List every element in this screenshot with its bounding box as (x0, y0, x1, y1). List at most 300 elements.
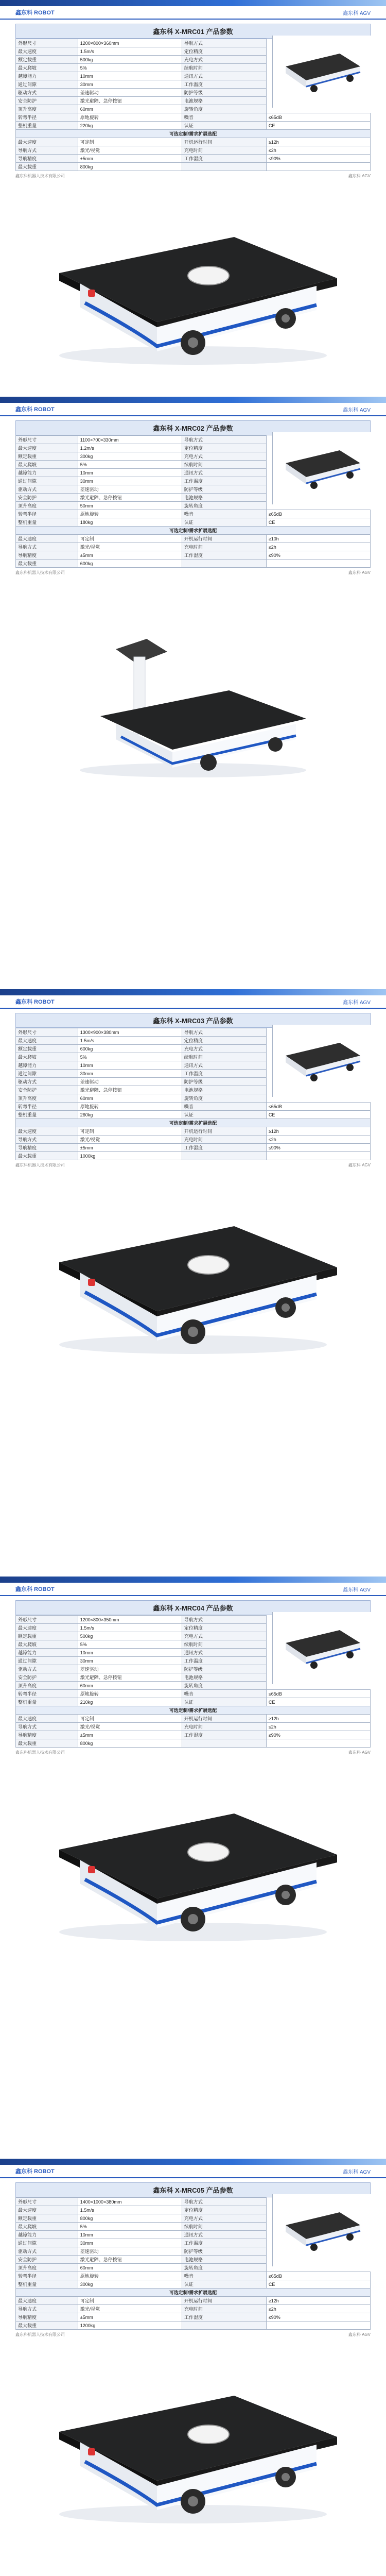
table-cell: 通过间隙 (16, 1070, 78, 1078)
table-cell: 定位精度 (182, 1037, 266, 1045)
table-cell: 旋转角度 (182, 502, 266, 510)
table-cell: 最大爬坡 (16, 461, 78, 469)
product-thumbnail (272, 36, 371, 108)
top-bar (0, 989, 386, 995)
table-cell: 60mm (78, 1094, 182, 1103)
table-cell: ≤90% (266, 2313, 370, 2321)
table-cell: CE (266, 518, 370, 527)
table-row (16, 2305, 371, 2313)
table-row (16, 2280, 371, 2289)
table-cell: 工作温度 (182, 2239, 266, 2247)
table-row (16, 1103, 371, 1111)
footer-company: 鑫东科机器人技术有限公司 (15, 570, 65, 575)
table-cell: 5% (78, 1640, 182, 1649)
table-row (16, 1152, 371, 1160)
table-row (16, 1136, 371, 1144)
table-cell: 转弯半径 (16, 2272, 78, 2280)
spec-table-wrap (15, 1013, 371, 1160)
table-cell: 充电方式 (182, 1632, 266, 1640)
table-cell: 可定制 (78, 1127, 182, 1136)
table-cell: 1100×700×330mm (78, 436, 182, 444)
header-row (0, 403, 386, 416)
table-cell: 激光避障、急停按钮 (78, 494, 182, 502)
table-cell: 差速驱动 (78, 1078, 182, 1086)
table-cell: 顶升高度 (16, 502, 78, 510)
brand-left: 鑫东科 ROBOT (15, 10, 55, 16)
section-row (16, 130, 371, 138)
footer-right: 鑫东科 AGV (348, 2332, 371, 2337)
table-cell: 通过间隙 (16, 477, 78, 485)
table-cell: 260kg (78, 1111, 182, 1119)
table-cell: 1.2m/s (78, 444, 182, 452)
table-cell: 外形尺寸 (16, 1028, 78, 1037)
table-cell: 5% (78, 64, 182, 72)
table-cell: 导航方式 (182, 436, 266, 444)
product-thumbnail (272, 1025, 371, 1097)
header-row (0, 995, 386, 1009)
table-cell: 原地旋转 (78, 1690, 182, 1698)
table-cell: 整机重量 (16, 518, 78, 527)
table-cell: 电池规格 (182, 1086, 266, 1094)
table-cell: 旋转角度 (182, 105, 266, 113)
top-bar (0, 1577, 386, 1583)
table-cell: CE (266, 122, 370, 130)
table-cell: 导航精度 (16, 551, 78, 560)
table-cell: 导航方式 (16, 1136, 78, 1144)
table-cell: 1000kg (78, 1152, 182, 1160)
table-cell: 额定载重 (16, 1045, 78, 1053)
table-cell: 定位精度 (182, 2206, 266, 2214)
table-row (16, 1111, 371, 1119)
table-cell: 原地旋转 (78, 2272, 182, 2280)
table-cell: 5% (78, 2223, 182, 2231)
table-cell: 差速驱动 (78, 89, 182, 97)
table-cell: 电池规格 (182, 1673, 266, 1682)
table-cell: 差速驱动 (78, 485, 182, 494)
table-cell: 驱动方式 (16, 2247, 78, 2256)
product-thumbnail (272, 1612, 371, 1684)
table-cell: ≤65dB (266, 2272, 370, 2280)
table-cell: 充电时间 (182, 1723, 266, 1731)
table-cell: 充电方式 (182, 2214, 266, 2223)
table-cell: 开机运行时间 (182, 138, 266, 146)
footer-company: 鑫东科机器人技术有限公司 (15, 1750, 65, 1755)
table-cell: 30mm (78, 477, 182, 485)
table-cell: 1.5m/s (78, 2206, 182, 2214)
table-cell: 噪音 (182, 113, 266, 122)
table-cell: 电池规格 (182, 494, 266, 502)
table-cell: ≤65dB (266, 1103, 370, 1111)
section-title: 可选定制/需求扩展选配 (16, 1706, 371, 1715)
table-cell: 10mm (78, 469, 182, 477)
table-cell: ≥12h (266, 1715, 370, 1723)
product-photo (0, 2375, 386, 2530)
table-cell (182, 1739, 266, 1748)
table-cell: 工作温度 (182, 1070, 266, 1078)
table-cell: 噪音 (182, 1103, 266, 1111)
table-cell: 续航时间 (182, 1053, 266, 1061)
brand-left: 鑫东科 ROBOT (15, 1586, 55, 1592)
table-cell: 10mm (78, 1649, 182, 1657)
table-cell: 认证 (182, 518, 266, 527)
table-cell: ≤2h (266, 543, 370, 551)
table-cell: ≤90% (266, 1731, 370, 1739)
header-row (0, 1583, 386, 1596)
table-row (16, 2321, 371, 2330)
table-cell: 导航精度 (16, 155, 78, 163)
table-row (16, 1144, 371, 1152)
table-cell: 转弯半径 (16, 1103, 78, 1111)
table-cell: 600kg (78, 560, 182, 568)
table-cell: ≤90% (266, 155, 370, 163)
table-cell: 1200kg (78, 2321, 182, 2330)
table-cell: 续航时间 (182, 1640, 266, 1649)
table-cell: 安全防护 (16, 1086, 78, 1094)
table-cell: CE (266, 1111, 370, 1119)
table-cell: 1.5m/s (78, 1624, 182, 1632)
header-row (0, 2165, 386, 2178)
table-cell: 通讯方式 (182, 72, 266, 80)
table-cell: 驱动方式 (16, 1665, 78, 1673)
table-row (16, 1723, 371, 1731)
table-row (16, 551, 371, 560)
spec-sheet (0, 0, 386, 181)
table-cell: 顶升高度 (16, 1682, 78, 1690)
table-cell: 工作湿度 (182, 1731, 266, 1739)
table-cell: 最大载重 (16, 1152, 78, 1160)
table-cell: 外形尺寸 (16, 2198, 78, 2206)
table-cell: ≤65dB (266, 510, 370, 518)
table-cell: 600kg (78, 1045, 182, 1053)
spec-title: 鑫东科 X-MRC03 产品参数 (15, 1013, 371, 1028)
table-cell: 外形尺寸 (16, 1616, 78, 1624)
table-cell: 30mm (78, 1070, 182, 1078)
table-cell: 整机重量 (16, 1111, 78, 1119)
table-row (16, 155, 371, 163)
table-cell: ≥12h (266, 2297, 370, 2305)
table-cell: 1.5m/s (78, 1037, 182, 1045)
table-cell: 安全防护 (16, 2256, 78, 2264)
footer-right: 鑫东科 AGV (348, 570, 371, 575)
section-title: 可选定制/需求扩展选配 (16, 130, 371, 138)
table-cell: 60mm (78, 2264, 182, 2272)
table-cell: 220kg (78, 122, 182, 130)
table-cell: 导航精度 (16, 1731, 78, 1739)
product-thumbnail (272, 2194, 371, 2266)
spec-sheet (0, 2159, 386, 2340)
page-footer (0, 568, 386, 578)
brand-right: 鑫东科 AGV (343, 999, 371, 1006)
table-cell: 外形尺寸 (16, 436, 78, 444)
table-cell: 工作湿度 (182, 551, 266, 560)
section-title: 可选定制/需求扩展选配 (16, 527, 371, 535)
table-cell: 转弯半径 (16, 113, 78, 122)
table-row (16, 1731, 371, 1739)
brand-right: 鑫东科 AGV (343, 1587, 371, 1593)
table-cell: ≥12h (266, 138, 370, 146)
table-cell: 800kg (78, 1739, 182, 1748)
table-cell: 整机重量 (16, 1698, 78, 1706)
table-cell: 30mm (78, 1657, 182, 1665)
table-cell: 通讯方式 (182, 1649, 266, 1657)
table-row (16, 2313, 371, 2321)
header-row (0, 6, 386, 20)
table-cell: 噪音 (182, 2272, 266, 2280)
spec-sheet (0, 989, 386, 1170)
table-cell: 充电时间 (182, 1136, 266, 1144)
section-row (16, 527, 371, 535)
table-row (16, 510, 371, 518)
table-cell: ±5mm (78, 1731, 182, 1739)
spec-title: 鑫东科 X-MRC05 产品参数 (15, 2182, 371, 2197)
table-row (16, 2272, 371, 2280)
table-cell (266, 2321, 370, 2330)
table-cell: 激光避障、急停按钮 (78, 97, 182, 105)
table-cell: 10mm (78, 72, 182, 80)
table-cell: 通过间隙 (16, 2239, 78, 2247)
table-cell: 认证 (182, 1111, 266, 1119)
table-cell: 500kg (78, 1632, 182, 1640)
table-cell: 最大载重 (16, 560, 78, 568)
table-cell: 开机运行时间 (182, 2297, 266, 2305)
table-cell: 原地旋转 (78, 1103, 182, 1111)
table-cell: 充电方式 (182, 452, 266, 461)
table-row (16, 543, 371, 551)
table-cell: 旋转角度 (182, 1094, 266, 1103)
table-cell: 额定载重 (16, 452, 78, 461)
brand-right: 鑫东科 AGV (343, 10, 371, 16)
table-cell: 可定制 (78, 1715, 182, 1723)
table-cell: 导航方式 (182, 2198, 266, 2206)
table-cell: 工作湿度 (182, 2313, 266, 2321)
table-cell: 500kg (78, 56, 182, 64)
table-cell: 整机重量 (16, 2280, 78, 2289)
table-cell: 充电方式 (182, 56, 266, 64)
table-cell: 认证 (182, 122, 266, 130)
table-cell: 800kg (78, 2214, 182, 2223)
table-cell: 激光/视觉 (78, 2305, 182, 2313)
table-cell: 300kg (78, 452, 182, 461)
table-cell: 工作湿度 (182, 155, 266, 163)
table-cell: ≥12h (266, 1127, 370, 1136)
table-row (16, 113, 371, 122)
table-cell: 5% (78, 1053, 182, 1061)
table-cell: 1300×900×380mm (78, 1028, 182, 1037)
table-cell: 防护等级 (182, 2247, 266, 2256)
product-photo (0, 1793, 386, 1947)
product-photo (0, 216, 386, 371)
table-cell: ≤2h (266, 1136, 370, 1144)
table-cell: 转弯半径 (16, 510, 78, 518)
table-cell: 最大速度 (16, 1127, 78, 1136)
table-cell: 驱动方式 (16, 1078, 78, 1086)
table-cell: 认证 (182, 1698, 266, 1706)
table-cell: 开机运行时间 (182, 535, 266, 543)
section-title: 可选定制/需求扩展选配 (16, 1119, 371, 1127)
table-cell: 额定载重 (16, 2214, 78, 2223)
table-cell: 越障能力 (16, 72, 78, 80)
table-cell: ≤65dB (266, 113, 370, 122)
table-cell: 导航精度 (16, 1144, 78, 1152)
table-cell: 通过间隙 (16, 80, 78, 89)
table-cell: 认证 (182, 2280, 266, 2289)
table-cell: 1200×800×350mm (78, 1616, 182, 1624)
brand-left: 鑫东科 ROBOT (15, 999, 55, 1005)
table-cell: ≤2h (266, 1723, 370, 1731)
product-photo (0, 1206, 386, 1360)
spec-title: 鑫东科 X-MRC01 产品参数 (15, 24, 371, 39)
table-cell: 充电时间 (182, 543, 266, 551)
table-cell: 最大爬坡 (16, 64, 78, 72)
table-cell: 最大速度 (16, 2297, 78, 2305)
table-cell: 开机运行时间 (182, 1715, 266, 1723)
footer-company: 鑫东科机器人技术有限公司 (15, 1163, 65, 1167)
footer-right: 鑫东科 AGV (348, 174, 371, 178)
table-cell: 越障能力 (16, 1061, 78, 1070)
spec-table-wrap (15, 2182, 371, 2330)
table-row (16, 122, 371, 130)
table-cell: 激光/视觉 (78, 1136, 182, 1144)
table-cell: 最大速度 (16, 535, 78, 543)
table-cell: ≤2h (266, 2305, 370, 2313)
top-bar (0, 2159, 386, 2165)
table-cell: 差速驱动 (78, 1665, 182, 1673)
table-row (16, 535, 371, 543)
table-cell: ±5mm (78, 2313, 182, 2321)
table-cell: 安全防护 (16, 97, 78, 105)
table-cell: 激光/视觉 (78, 543, 182, 551)
spec-title: 鑫东科 X-MRC04 产品参数 (15, 1600, 371, 1615)
table-cell: 噪音 (182, 1690, 266, 1698)
table-row (16, 138, 371, 146)
table-cell: 激光/视觉 (78, 146, 182, 155)
table-cell: 10mm (78, 2231, 182, 2239)
product-photo (0, 613, 386, 783)
table-cell: 60mm (78, 1682, 182, 1690)
table-cell: 最大速度 (16, 1037, 78, 1045)
table-cell: ±5mm (78, 1144, 182, 1152)
table-cell: ≤90% (266, 551, 370, 560)
section-row (16, 2289, 371, 2297)
table-cell: 防护等级 (182, 1078, 266, 1086)
table-cell: 最大速度 (16, 444, 78, 452)
table-cell: 电池规格 (182, 97, 266, 105)
table-cell: 导航方式 (16, 2305, 78, 2313)
table-cell: 额定载重 (16, 56, 78, 64)
table-cell (182, 1152, 266, 1160)
table-cell: 充电时间 (182, 146, 266, 155)
table-cell: 800kg (78, 163, 182, 171)
table-cell: 开机运行时间 (182, 1127, 266, 1136)
table-cell: 越障能力 (16, 1649, 78, 1657)
table-cell: 60mm (78, 105, 182, 113)
table-row (16, 146, 371, 155)
table-cell (182, 2321, 266, 2330)
table-cell: CE (266, 2280, 370, 2289)
table-cell: 续航时间 (182, 64, 266, 72)
table-row (16, 1127, 371, 1136)
table-cell: 可定制 (78, 2297, 182, 2305)
table-cell: 30mm (78, 80, 182, 89)
table-row (16, 163, 371, 171)
table-cell: 定位精度 (182, 47, 266, 56)
table-cell (182, 163, 266, 171)
footer-right: 鑫东科 AGV (348, 1163, 371, 1167)
brand-right: 鑫东科 AGV (343, 407, 371, 413)
table-cell: 最大速度 (16, 2206, 78, 2214)
table-cell: 防护等级 (182, 89, 266, 97)
table-cell: 导航方式 (16, 146, 78, 155)
table-cell: 50mm (78, 502, 182, 510)
table-cell: 导航方式 (182, 1616, 266, 1624)
table-cell (266, 1739, 370, 1748)
footer-company: 鑫东科机器人技术有限公司 (15, 2332, 65, 2337)
table-cell: ≤90% (266, 1144, 370, 1152)
table-cell: 顶升高度 (16, 2264, 78, 2272)
table-cell: 噪音 (182, 510, 266, 518)
table-cell: 电池规格 (182, 2256, 266, 2264)
table-cell: 工作温度 (182, 477, 266, 485)
table-cell: 最大爬坡 (16, 2223, 78, 2231)
table-cell: 1400×1000×380mm (78, 2198, 182, 2206)
spec-table-wrap (15, 24, 371, 171)
table-cell: 顶升高度 (16, 1094, 78, 1103)
table-cell: ≤65dB (266, 1690, 370, 1698)
table-cell: 续航时间 (182, 2223, 266, 2231)
table-cell (266, 163, 370, 171)
section-title: 可选定制/需求扩展选配 (16, 2289, 371, 2297)
table-row (16, 2297, 371, 2305)
table-cell (266, 560, 370, 568)
table-cell: 差速驱动 (78, 2247, 182, 2256)
table-cell: 导航精度 (16, 2313, 78, 2321)
table-cell: 通过间隙 (16, 1657, 78, 1665)
table-cell: 原地旋转 (78, 510, 182, 518)
table-cell: 最大速度 (16, 138, 78, 146)
table-cell: 5% (78, 461, 182, 469)
table-cell: 导航方式 (182, 1028, 266, 1037)
table-cell: 300kg (78, 2280, 182, 2289)
table-cell: 最大爬坡 (16, 1640, 78, 1649)
table-cell: 防护等级 (182, 1665, 266, 1673)
table-cell: 旋转角度 (182, 2264, 266, 2272)
table-row (16, 1715, 371, 1723)
table-cell: 210kg (78, 1698, 182, 1706)
table-cell: 激光/视觉 (78, 1723, 182, 1731)
table-cell: 最大速度 (16, 47, 78, 56)
brand-left: 鑫东科 ROBOT (15, 2168, 55, 2175)
table-row (16, 518, 371, 527)
table-cell: 安全防护 (16, 494, 78, 502)
table-cell: 通讯方式 (182, 469, 266, 477)
table-cell: 导航方式 (16, 543, 78, 551)
table-cell: 充电方式 (182, 1045, 266, 1053)
section-row (16, 1119, 371, 1127)
spec-title: 鑫东科 X-MRC02 产品参数 (15, 420, 371, 435)
table-cell: 可定制 (78, 535, 182, 543)
table-cell: 30mm (78, 2239, 182, 2247)
table-cell: 外形尺寸 (16, 39, 78, 47)
page-footer (0, 171, 386, 181)
table-cell: 最大载重 (16, 2321, 78, 2330)
table-cell: 安全防护 (16, 1673, 78, 1682)
table-cell: 工作温度 (182, 1657, 266, 1665)
table-cell: 导航方式 (16, 1723, 78, 1731)
table-cell: 180kg (78, 518, 182, 527)
table-cell: ≤2h (266, 146, 370, 155)
spec-sheet (0, 1577, 386, 1757)
page-footer (0, 1160, 386, 1170)
